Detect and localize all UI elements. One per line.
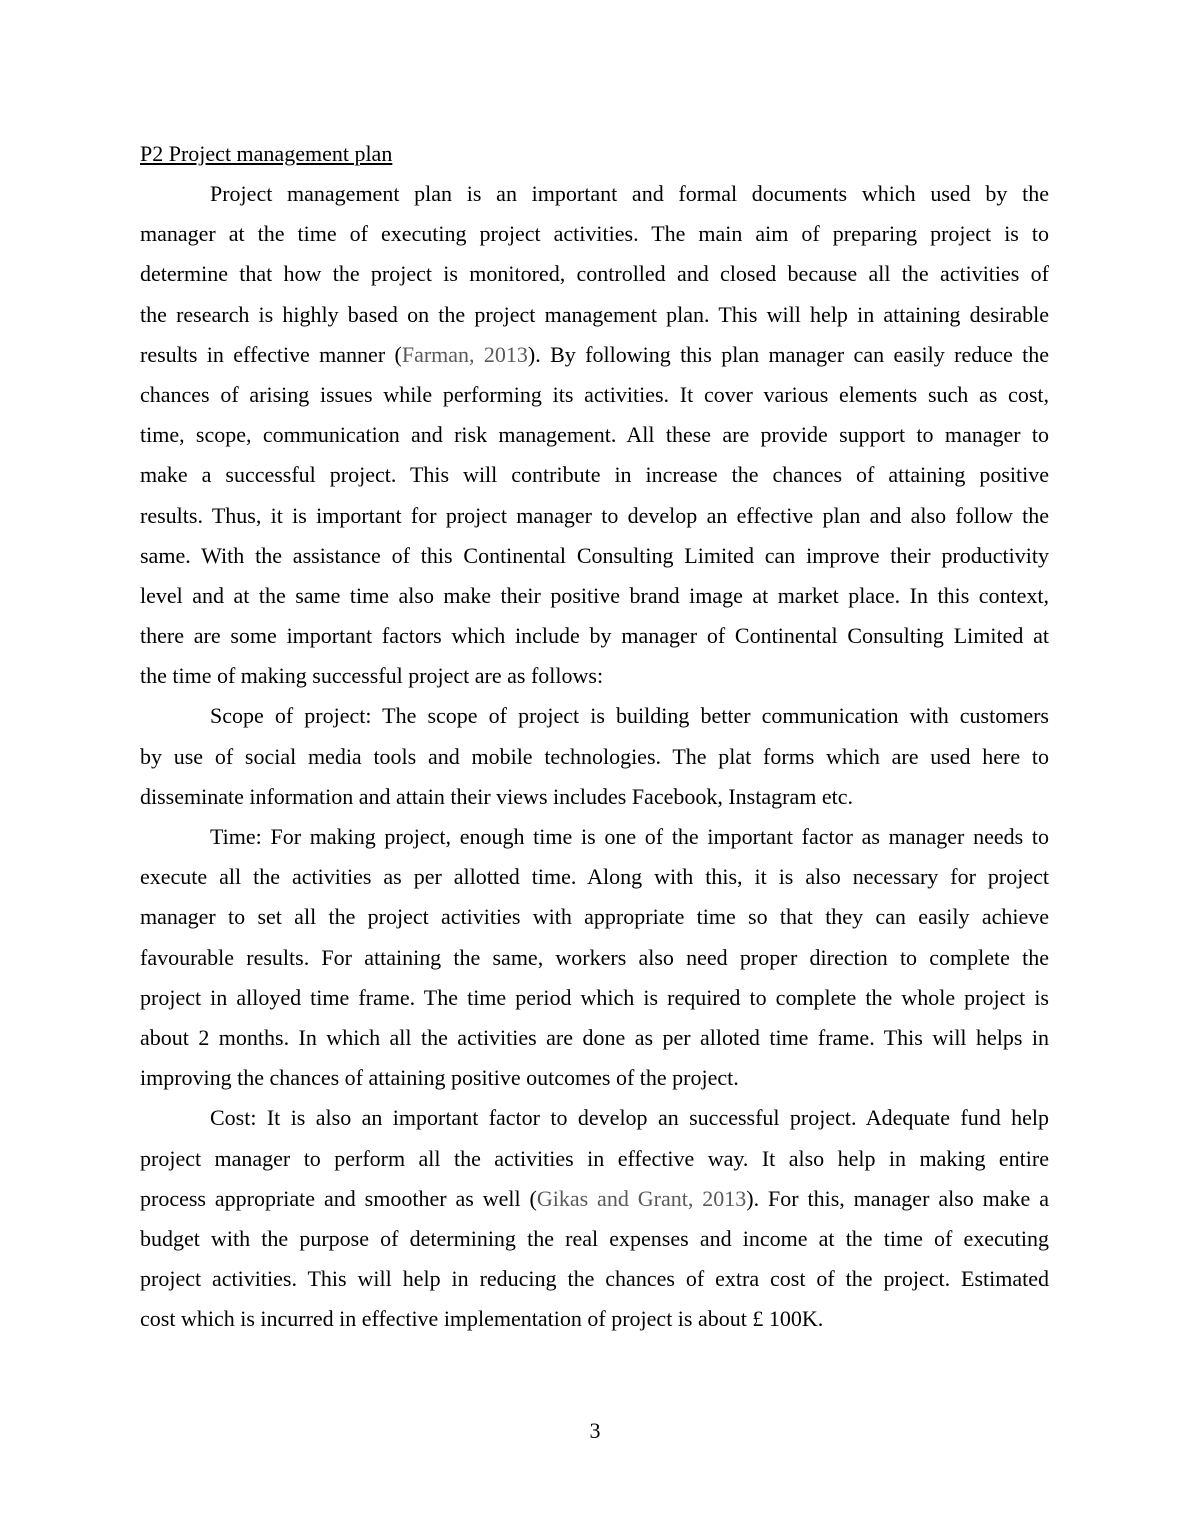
text-segment: time, scope, communication and risk management. All these are provide support to manager to	[140, 422, 1049, 448]
text-segment: project manager to perform all the activities in effective way. It also help in making entire	[140, 1145, 1049, 1171]
text-line	[140, 341, 1049, 381]
text-segment: improving the chances of attaining positive outcomes of the project.	[140, 1065, 739, 1091]
text-line	[140, 823, 1049, 863]
section-heading: P2 Project management plan	[140, 141, 393, 166]
text-segment: process appropriate and smoother as well (	[140, 1185, 537, 1211]
text-segment: make a successful project. This will contribute in increase the chances of attaining positive	[140, 462, 1049, 488]
text-line	[140, 542, 1049, 582]
text-line	[140, 622, 1049, 662]
text-segment: results. Thus, it is important for project manager to develop an effective plan and also follow the	[140, 502, 1049, 528]
text-segment: Time: For making project, enough time is one of the important factor as manager needs to	[210, 824, 1049, 849]
text-line	[140, 662, 1049, 702]
text-line	[140, 421, 1049, 461]
paragraph	[140, 180, 1049, 702]
text-line	[140, 582, 1049, 622]
text-line	[140, 301, 1049, 341]
text-line	[140, 944, 1049, 984]
text-segment: cost which is incurred in effective implementation of project is about £ 100K.	[140, 1306, 824, 1332]
text-segment: Cost: It is also an important factor to develop an successful project. Adequate fund help	[210, 1105, 1049, 1131]
text-segment: favourable results. For attaining the same, workers also need proper direction to complete the	[140, 944, 1049, 970]
text-line	[140, 863, 1049, 903]
text-line	[140, 260, 1049, 300]
paragraph	[140, 1104, 1049, 1345]
text-line	[140, 783, 1049, 823]
text-line	[140, 1225, 1049, 1265]
text-segment: execute all the activities as per allotted time. Along with this, it is also necessary for project	[140, 864, 1049, 890]
text-line	[140, 1024, 1049, 1064]
text-segment: about 2 months. In which all the activities are done as per alloted time frame. This will helps in	[140, 1024, 1049, 1050]
text-line	[140, 702, 1049, 742]
text-segment: ). By following this plan manager can easily reduce the	[527, 341, 1049, 367]
text-line	[140, 1265, 1049, 1305]
text-segment: Scope of project: The scope of project is building better communication with customers	[210, 703, 1049, 729]
text-segment: determine that how the project is monitored, controlled and closed because all the activities of	[140, 261, 1049, 287]
text-segment: level and at the same time also make their positive brand image at market place. In this context,	[140, 582, 1049, 608]
paragraph	[140, 702, 1049, 823]
text-line	[140, 743, 1049, 783]
text-line	[140, 1104, 1049, 1144]
text-segment: manager at the time of executing project activities. The main aim of preparing project is to	[140, 221, 1049, 247]
text-line	[140, 903, 1049, 943]
text-segment: project activities. This will help in reducing the chances of extra cost of the project. Estimated	[140, 1266, 1049, 1292]
text-segment: the research is highly based on the project management plan. This will help in attaining desirable	[140, 301, 1049, 327]
page-number: 3	[589, 1418, 601, 1443]
text-segment: Project management plan is an important and formal documents which used by the	[210, 181, 1049, 206]
text-line	[140, 461, 1049, 501]
text-segment: results in effective manner (	[140, 341, 402, 367]
text-segment: there are some important factors which include by manager of Continental Consulting Limited at	[140, 623, 1049, 649]
text-segment: budget with the purpose of determining the real expenses and income at the time of executing	[140, 1225, 1049, 1251]
text-segment: disseminate information and attain their views includes Facebook, Instagram etc.	[140, 783, 853, 809]
citation: Gikas and Grant, 2013	[536, 1185, 747, 1211]
text-segment: manager to set all the project activities with appropriate time so that they can easily achieve	[140, 904, 1049, 930]
text-segment: chances of arising issues while performing its activities. It cover various elements such as cost,	[140, 381, 1049, 407]
text-line	[140, 1305, 1049, 1345]
text-line	[140, 381, 1049, 421]
text-line	[140, 1064, 1049, 1104]
text-segment: the time of making successful project are as follows:	[140, 663, 604, 689]
text-line	[140, 180, 1049, 220]
text-segment: by use of social media tools and mobile technologies. The plat forms which are used here to	[140, 743, 1049, 769]
citation: Farman, 2013	[401, 341, 528, 367]
text-line	[140, 1145, 1049, 1185]
text-line	[140, 1185, 1049, 1225]
text-line	[140, 984, 1049, 1024]
text-segment: project in alloyed time frame. The time period which is required to complete the whole project is	[140, 984, 1049, 1010]
text-segment: ). For this, manager also make a	[746, 1185, 1049, 1211]
document-body	[140, 180, 1049, 1345]
text-segment: same. With the assistance of this Continental Consulting Limited can improve their productivity	[140, 542, 1049, 568]
text-line	[140, 502, 1049, 542]
paragraph	[140, 823, 1049, 1104]
text-line	[140, 220, 1049, 260]
